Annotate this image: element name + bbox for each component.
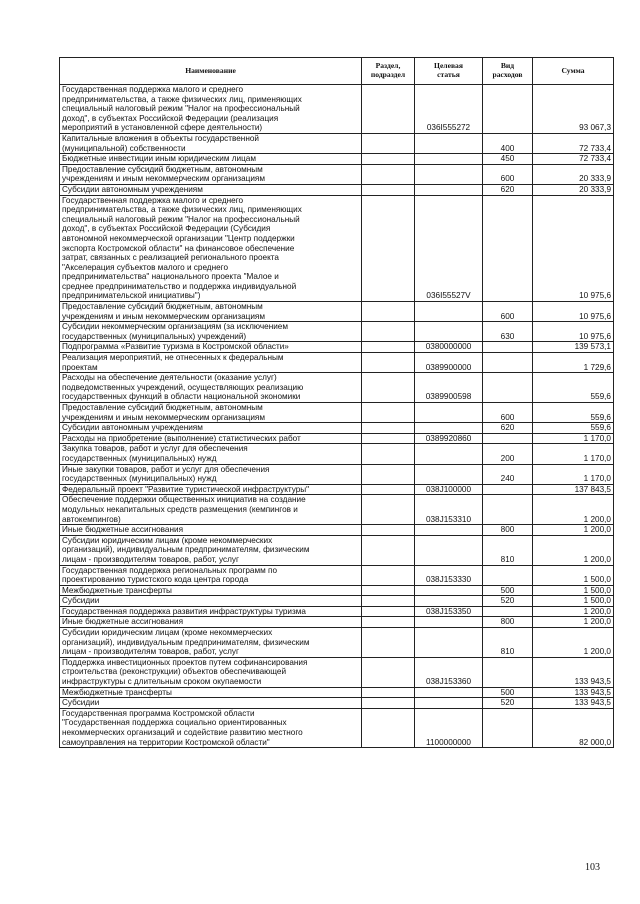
- row-section: [362, 85, 415, 134]
- row-name: Капитальные вложения в объекты государственной (муниципальной) собственности: [60, 133, 362, 153]
- row-sum: 20 333,9: [533, 164, 614, 184]
- table-row: [60, 85, 614, 134]
- row-target: 0389900000: [415, 353, 483, 373]
- table-row: [60, 164, 614, 184]
- table-row: [60, 698, 614, 709]
- row-target: [415, 596, 483, 607]
- row-sum: 1 170,0: [533, 433, 614, 444]
- table-header-row: [60, 58, 614, 85]
- table-row: [60, 154, 614, 165]
- table-row: [60, 617, 614, 628]
- row-target: [415, 322, 483, 342]
- row-sum: 93 067,3: [533, 85, 614, 134]
- table-row: [60, 484, 614, 495]
- row-section: [362, 596, 415, 607]
- row-kind: [483, 708, 533, 747]
- row-target: 038J100000: [415, 484, 483, 495]
- row-kind: 800: [483, 525, 533, 536]
- row-kind: 620: [483, 423, 533, 434]
- row-name: Обеспечение поддержки общественных инициатив на создание модульных некапитальных средств размещения (кемпингов и автокемпингов): [60, 495, 362, 525]
- row-kind: 630: [483, 322, 533, 342]
- row-sum: 82 000,0: [533, 708, 614, 747]
- row-kind: [483, 85, 533, 134]
- table-row: [60, 184, 614, 195]
- row-sum: 10 975,6: [533, 195, 614, 302]
- row-kind: [483, 606, 533, 617]
- table-row: [60, 464, 614, 484]
- row-section: [362, 322, 415, 342]
- row-target: [415, 184, 483, 195]
- row-target: [415, 525, 483, 536]
- row-name: Поддержка инвестиционных проектов путем софинансирования строительства (реконструкции) объектов обеспечивающей инфраструктуры с длительным сроком окупаемости: [60, 657, 362, 687]
- row-name: Государственная поддержка малого и среднего предпринимательства, а также физических лиц, применяющих специальный налоговый режим "Налог на профессиональный доход", в субъектах Российской Федерации (реализация мероприятий в установленной сфере деятельности): [60, 85, 362, 134]
- table-row: [60, 565, 614, 585]
- row-name: Государственная поддержка малого и среднего предпринимательства, а также физических лиц, применяющих специальный налоговый режим "Налог на профессиональный доход", в субъектах Российской Федерации (Субсидия автономной некоммерческой организации "Центр поддержки экспорта Костромской области" на финансовое обеспечение затрат, связанных с реализацией регионального проекта "Акселерация субъектов малого и среднего предпринимательства" национального проекта "Малое и среднее предпринимательство и поддержка индивидуальной предпринимательской инициативы"): [60, 195, 362, 302]
- row-kind: [483, 342, 533, 353]
- table-row: [60, 195, 614, 302]
- table-row: [60, 585, 614, 596]
- row-kind: 500: [483, 585, 533, 596]
- row-kind: 240: [483, 464, 533, 484]
- budget-table: [59, 57, 614, 748]
- row-sum: 1 200,0: [533, 606, 614, 617]
- row-name: Иные бюджетные ассигнования: [60, 525, 362, 536]
- row-sum: 133 943,5: [533, 698, 614, 709]
- row-sum: 1 729,6: [533, 353, 614, 373]
- row-name: Расходы на обеспечение деятельности (оказание услуг) подведомственных учреждений, осуществляющих реализацию государственных функций в области национальной экономики: [60, 373, 362, 403]
- row-target: [415, 164, 483, 184]
- row-sum: 1 200,0: [533, 617, 614, 628]
- table-row: [60, 373, 614, 403]
- row-target: 0389920860: [415, 433, 483, 444]
- row-sum: 1 500,0: [533, 585, 614, 596]
- row-kind: [483, 565, 533, 585]
- row-sum: 559,6: [533, 373, 614, 403]
- row-section: [362, 535, 415, 565]
- row-target: [415, 687, 483, 698]
- table-row: [60, 322, 614, 342]
- row-target: [415, 154, 483, 165]
- row-kind: 600: [483, 164, 533, 184]
- row-target: [415, 403, 483, 423]
- row-kind: 620: [483, 184, 533, 195]
- row-section: [362, 403, 415, 423]
- header-name: Наименование: [60, 58, 362, 85]
- row-name: Межбюджетные трансферты: [60, 687, 362, 698]
- row-sum: 1 500,0: [533, 596, 614, 607]
- row-section: [362, 585, 415, 596]
- row-name: Субсидии: [60, 596, 362, 607]
- row-sum: 10 975,6: [533, 322, 614, 342]
- row-name: Предоставление субсидий бюджетным, автономным учреждениям и иным некоммерческим организациям: [60, 403, 362, 423]
- table-row: [60, 596, 614, 607]
- row-name: Предоставление субсидий бюджетным, автономным учреждениям и иным некоммерческим организациям: [60, 302, 362, 322]
- row-kind: 400: [483, 133, 533, 153]
- row-sum: 133 943,5: [533, 687, 614, 698]
- table-row: [60, 525, 614, 536]
- row-section: [362, 353, 415, 373]
- row-kind: 600: [483, 403, 533, 423]
- row-kind: [483, 657, 533, 687]
- row-sum: 1 200,0: [533, 535, 614, 565]
- row-name: Реализация мероприятий, не отнесенных к федеральным проектам: [60, 353, 362, 373]
- row-section: [362, 444, 415, 464]
- row-name: Субсидии некоммерческим организациям (за исключением государственных (муниципальных) учреждений): [60, 322, 362, 342]
- row-kind: 810: [483, 535, 533, 565]
- row-section: [362, 373, 415, 403]
- row-section: [362, 495, 415, 525]
- row-name: Подпрограмма «Развитие туризма в Костромской области»: [60, 342, 362, 353]
- row-sum: 1 200,0: [533, 628, 614, 658]
- row-target: 036I555272: [415, 85, 483, 134]
- header-section: Раздел, подраздел: [362, 58, 415, 85]
- row-name: Бюджетные инвестиции иным юридическим лицам: [60, 154, 362, 165]
- row-kind: 800: [483, 617, 533, 628]
- table-row: [60, 687, 614, 698]
- row-sum: 20 333,9: [533, 184, 614, 195]
- row-target: 038J153360: [415, 657, 483, 687]
- row-section: [362, 617, 415, 628]
- table-row: [60, 708, 614, 747]
- row-kind: 520: [483, 698, 533, 709]
- row-section: [362, 164, 415, 184]
- table-row: [60, 444, 614, 464]
- row-section: [362, 687, 415, 698]
- row-name: Федеральный проект "Развитие туристической инфраструктуры": [60, 484, 362, 495]
- row-name: Субсидии: [60, 698, 362, 709]
- row-kind: 520: [483, 596, 533, 607]
- row-target: [415, 133, 483, 153]
- row-sum: 1 170,0: [533, 444, 614, 464]
- row-sum: 72 733,4: [533, 154, 614, 165]
- row-target: [415, 585, 483, 596]
- row-kind: 810: [483, 628, 533, 658]
- table-row: [60, 433, 614, 444]
- row-sum: 139 573,1: [533, 342, 614, 353]
- table-row: [60, 302, 614, 322]
- header-kind: Вид расходов: [483, 58, 533, 85]
- row-name: Государственная поддержка развития инфраструктуры туризма: [60, 606, 362, 617]
- row-sum: 1 170,0: [533, 464, 614, 484]
- row-section: [362, 433, 415, 444]
- row-name: Государственная поддержка региональных программ по проектированию туристского кода центра города: [60, 565, 362, 585]
- table-row: [60, 628, 614, 658]
- row-section: [362, 525, 415, 536]
- table-row: [60, 423, 614, 434]
- row-section: [362, 464, 415, 484]
- row-target: 038J153350: [415, 606, 483, 617]
- row-section: [362, 708, 415, 747]
- table-body: [60, 85, 614, 748]
- row-section: [362, 302, 415, 322]
- row-target: 036I55527V: [415, 195, 483, 302]
- table-row: [60, 495, 614, 525]
- row-target: [415, 628, 483, 658]
- row-target: [415, 444, 483, 464]
- row-name: Субсидии юридическим лицам (кроме некоммерческих организаций), индивидуальным предпринимателям, физическим лицам - производителям товаров, работ, услуг: [60, 535, 362, 565]
- row-target: [415, 464, 483, 484]
- row-target: [415, 423, 483, 434]
- row-target: 038J153310: [415, 495, 483, 525]
- table-row: [60, 535, 614, 565]
- row-target: 0389900598: [415, 373, 483, 403]
- page-number: 103: [585, 862, 600, 873]
- row-sum: 559,6: [533, 403, 614, 423]
- row-section: [362, 342, 415, 353]
- row-kind: [483, 495, 533, 525]
- row-target: [415, 535, 483, 565]
- row-section: [362, 184, 415, 195]
- budget-table-container: [59, 57, 613, 748]
- row-name: Государственная программа Костромской области "Государственная поддержка социально ориентированных некоммерческих организаций и содействие развитию местного самоуправления на территории Костромской области": [60, 708, 362, 747]
- row-sum: 137 843,5: [533, 484, 614, 495]
- table-row: [60, 342, 614, 353]
- row-sum: 1 200,0: [533, 525, 614, 536]
- row-sum: 1 200,0: [533, 495, 614, 525]
- row-section: [362, 606, 415, 617]
- row-kind: [483, 433, 533, 444]
- row-kind: [483, 353, 533, 373]
- header-sum: Сумма: [533, 58, 614, 85]
- row-name: Субсидии юридическим лицам (кроме некоммерческих организаций), индивидуальным предпринимателям, физическим лицам - производителям товаров, работ, услуг: [60, 628, 362, 658]
- row-sum: 1 500,0: [533, 565, 614, 585]
- row-section: [362, 628, 415, 658]
- row-target: 1100000000: [415, 708, 483, 747]
- row-name: Межбюджетные трансферты: [60, 585, 362, 596]
- row-section: [362, 195, 415, 302]
- row-name: Субсидии автономным учреждениям: [60, 184, 362, 195]
- row-kind: 450: [483, 154, 533, 165]
- row-target: 038J153330: [415, 565, 483, 585]
- row-sum: 72 733,4: [533, 133, 614, 153]
- table-row: [60, 353, 614, 373]
- row-name: Иные закупки товаров, работ и услуг для обеспечения государственных (муниципальных) нужд: [60, 464, 362, 484]
- row-section: [362, 133, 415, 153]
- row-name: Предоставление субсидий бюджетным, автономным учреждениям и иным некоммерческим организациям: [60, 164, 362, 184]
- row-section: [362, 484, 415, 495]
- row-target: [415, 698, 483, 709]
- row-section: [362, 423, 415, 434]
- table-row: [60, 403, 614, 423]
- table-row: [60, 133, 614, 153]
- row-target: [415, 617, 483, 628]
- row-section: [362, 154, 415, 165]
- header-target: Целевая статья: [415, 58, 483, 85]
- row-name: Иные бюджетные ассигнования: [60, 617, 362, 628]
- table-row: [60, 606, 614, 617]
- row-target: [415, 302, 483, 322]
- row-kind: 200: [483, 444, 533, 464]
- row-kind: [483, 195, 533, 302]
- row-kind: 500: [483, 687, 533, 698]
- row-name: Закупка товаров, работ и услуг для обеспечения государственных (муниципальных) нужд: [60, 444, 362, 464]
- table-row: [60, 657, 614, 687]
- row-section: [362, 698, 415, 709]
- row-name: Субсидии автономным учреждениям: [60, 423, 362, 434]
- row-sum: 10 975,6: [533, 302, 614, 322]
- row-sum: 559,6: [533, 423, 614, 434]
- row-section: [362, 565, 415, 585]
- row-kind: [483, 373, 533, 403]
- row-target: 0380000000: [415, 342, 483, 353]
- row-kind: [483, 484, 533, 495]
- row-sum: 133 943,5: [533, 657, 614, 687]
- row-section: [362, 657, 415, 687]
- row-kind: 600: [483, 302, 533, 322]
- row-name: Расходы на приобретение (выполнение) статистических работ: [60, 433, 362, 444]
